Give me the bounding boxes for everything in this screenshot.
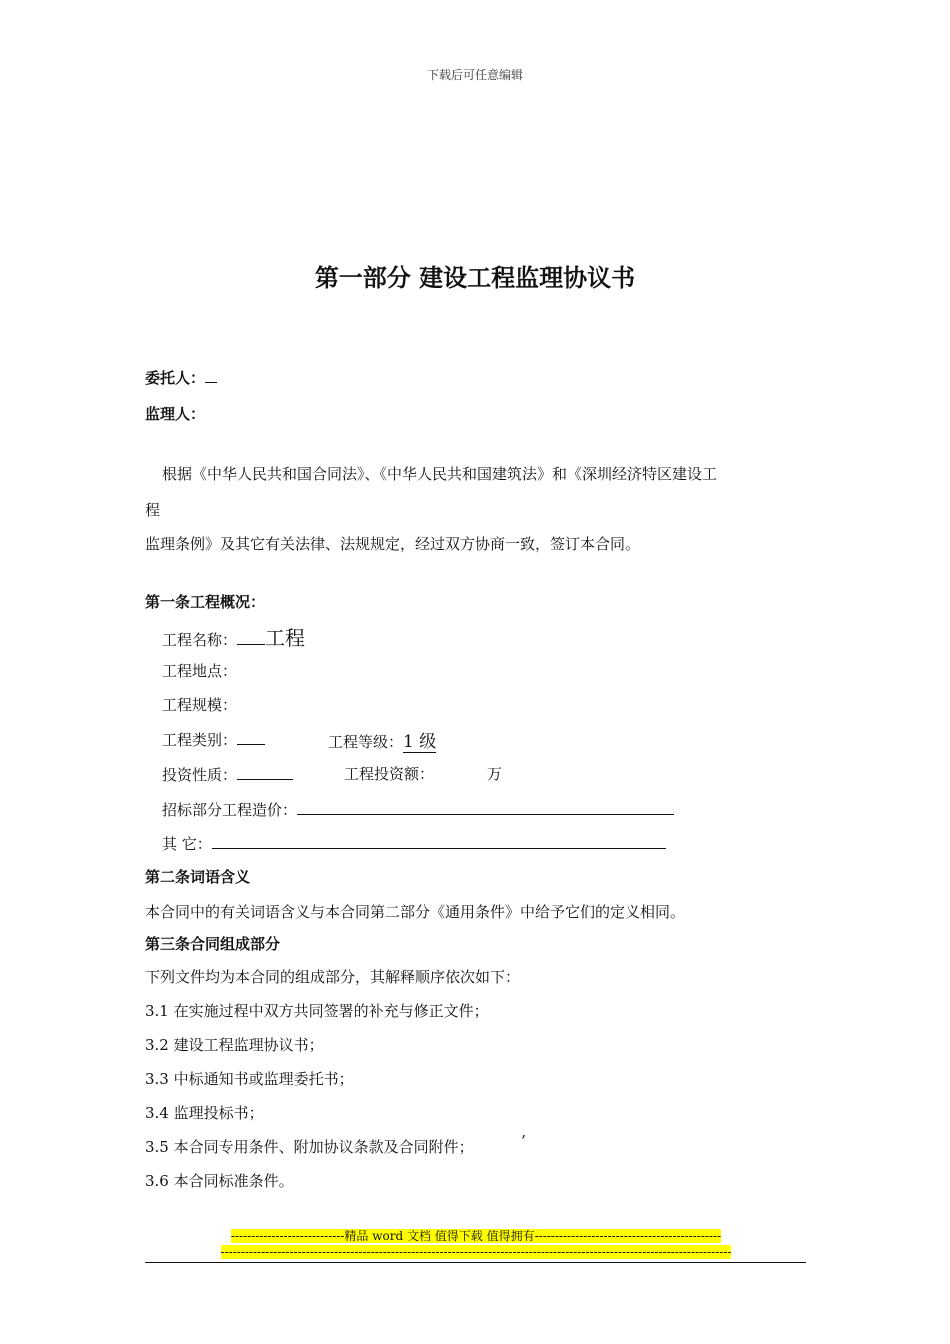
client-blank: [205, 366, 217, 383]
other-row: [162, 832, 666, 854]
other-blank: [212, 832, 666, 849]
footer-line-1: ----------------------------精品 word 文档 值得下载 值得拥有----------------------------------------------: [230, 1229, 722, 1243]
list-item: 3.5 本合同专用条件、附加协议条款及合同附件；: [145, 1138, 474, 1156]
intro-line-2: 程: [145, 501, 161, 519]
article2-text: 本合同中的有关词语含义与本合同第二部分《通用条件》中给予它们的定义相同。: [145, 903, 686, 921]
article2-heading: 第二条词语含义: [145, 868, 251, 886]
article3-heading: 第三条合同组成部分: [145, 935, 281, 953]
project-type-row: [162, 728, 265, 750]
page-header-note: 下载后可任意编辑: [426, 68, 523, 82]
project-name-label: 工程名称：: [162, 631, 238, 649]
investment-type-label: 投资性质：: [162, 766, 238, 784]
intro-line-3: 监理条例》及其它有关法律、法规规定，经过双方协商一致，签订本合同。: [145, 535, 641, 553]
article3-intro: 下列文件均为本合同的组成部分，其解释顺序依次如下：: [145, 968, 521, 986]
project-type-blank: [237, 728, 265, 745]
project-name-value: 工程: [265, 626, 306, 650]
list-item: 3.2 建设工程监理协议书；: [145, 1036, 324, 1054]
investment-amount-label: 工程投资额：: [344, 765, 435, 783]
bid-price-label: 招标部分工程造价：: [162, 801, 298, 819]
project-grade-value: 1 级: [403, 732, 437, 752]
project-grade-label: 工程等级：: [328, 733, 404, 751]
list-item: 3.4 监理投标书；: [145, 1104, 264, 1122]
project-scale-label: 工程规模：: [162, 696, 238, 714]
supervisor-label: 监理人：: [145, 405, 206, 423]
article1-heading: 第一条工程概况：: [145, 593, 266, 611]
footer-line-2: ------------------------------------------------------------------------------------------------------------------------------: [220, 1245, 732, 1259]
client-line: [145, 366, 217, 388]
list-item: 3.6 本合同标准条件。: [145, 1172, 294, 1190]
investment-type-row: [162, 763, 293, 785]
project-name-row: [162, 622, 305, 651]
list-item: 3.3 中标通知书或监理委托书；: [145, 1070, 354, 1088]
client-label: 委托人：: [145, 369, 206, 387]
bid-price-blank: [297, 798, 674, 815]
bid-price-row: [162, 798, 674, 820]
list-item: 3.1 在实施过程中双方共同签署的补充与修正文件；: [145, 1002, 489, 1020]
project-location-label: 工程地点：: [162, 662, 238, 680]
document-title: 第一部分 建设工程监理协议书: [314, 264, 636, 292]
other-label: 其 它：: [162, 835, 212, 853]
intro-line-1: 根据《中华人民共和国合同法》、《中华人民共和国建筑法》和《深圳经济特区建设工: [162, 465, 718, 483]
investment-type-blank: [237, 763, 293, 780]
project-grade-row: [328, 727, 436, 752]
investment-unit: 万: [487, 765, 503, 783]
footer-rule: [145, 1262, 806, 1263]
project-type-label: 工程类别：: [162, 731, 238, 749]
stray-mark: ’: [521, 1132, 526, 1150]
project-name-blank: [237, 628, 265, 645]
